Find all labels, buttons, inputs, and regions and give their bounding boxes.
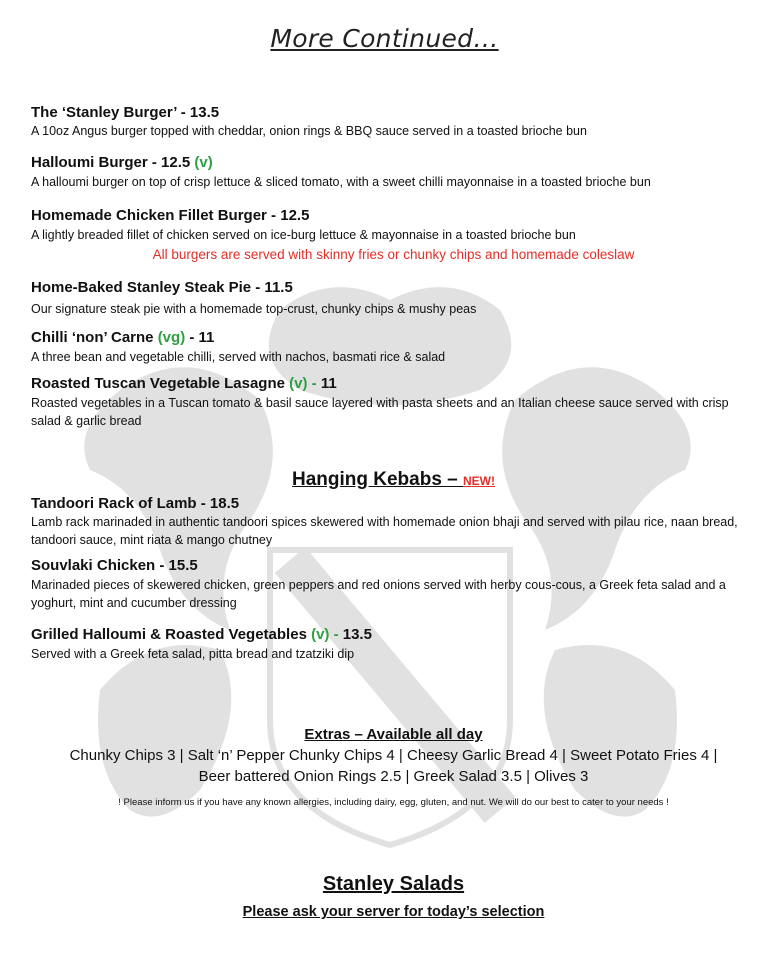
- burger-side-note: All burgers are served with skinny fries or chunky chips and homemade coleslaw: [152, 247, 635, 262]
- menu-item-name: [31, 207, 309, 224]
- menu-item-name: [31, 375, 337, 392]
- text-span: 13.5: [338, 626, 372, 643]
- page-title: More Continued…: [270, 24, 499, 53]
- menu-item-description: A three bean and vegetable chilli, served with nachos, basmati rice & salad: [31, 350, 446, 364]
- allergy-notice: ! Please inform us if you have any known allergies, including dairy, egg, gluten, and nut. We will do our best to cater to your needs !: [118, 797, 669, 808]
- text-span: - 11: [185, 329, 215, 346]
- extras-line: Beer battered Onion Rings 2.5 | Greek Salad 3.5 | Olives 3: [198, 768, 589, 785]
- salads-title: Stanley Salads: [322, 873, 465, 895]
- text-span: Halloumi Burger - 12.5: [31, 154, 195, 171]
- menu-item-name: [31, 329, 214, 346]
- extras-title: Extras – Available all day: [304, 726, 483, 743]
- menu-item-description: Served with a Greek feta salad, pitta bread and tzatziki dip: [31, 647, 355, 661]
- menu-item-description: Our signature steak pie with a homemade top-crust, chunky chips & mushy peas: [31, 302, 477, 316]
- text-span: Homemade Chicken Fillet Burger - 12.5: [31, 207, 310, 224]
- text-span: Grilled Halloumi & Roasted Vegetables: [31, 626, 312, 643]
- menu-item-description: Marinaded pieces of skewered chicken, green peppers and red onions served with herby cous-cous, a Greek feta salad and a yoghurt, mint and cucumber dressing: [31, 578, 726, 610]
- menu-item-name: [31, 557, 198, 574]
- menu-item-name: [31, 104, 219, 121]
- text-span: Chilli ‘non’ Carne: [31, 329, 158, 346]
- kebabs-section-title: [0, 469, 769, 491]
- vegetarian-tag: (v) -: [311, 626, 339, 643]
- menu-item-name: [31, 626, 372, 643]
- menu-item-description: A halloumi burger on top of crisp lettuce & sliced tomato, with a sweet chilli mayonnaise in a toasted brioche bun: [31, 175, 651, 189]
- extras-line: Chunky Chips 3 | Salt ‘n’ Pepper Chunky Chips 4 | Cheesy Garlic Bread 4 | Sweet Potato Fries 4 |: [69, 747, 718, 764]
- text-span: Souvlaki Chicken - 15.5: [31, 557, 198, 574]
- menu-item-description: A 10oz Angus burger topped with cheddar, onion rings & BBQ sauce served in a toasted brioche bun: [31, 124, 587, 138]
- menu-item-name: [31, 495, 239, 512]
- vegetarian-tag: (v) -: [289, 375, 317, 392]
- salads-subtitle: Please ask your server for today’s selection: [242, 904, 545, 920]
- text-span: Hanging Kebabs –: [291, 469, 464, 490]
- menu-item-description: Lamb rack marinaded in authentic tandoori spices skewered with homemade onion bhaji and served with pilau rice, naan bread, tandoori sauce, mint riata & mango chutney: [31, 515, 738, 547]
- text-span: Tandoori Rack of Lamb - 18.5: [31, 495, 240, 512]
- text-span: 11: [316, 375, 337, 392]
- text-span: The ‘Stanley Burger’ - 13.5: [31, 104, 220, 121]
- vegan-tag: (vg): [157, 329, 186, 346]
- menu-item-name: [31, 279, 293, 296]
- menu-item-description: Roasted vegetables in a Tuscan tomato & basil sauce layered with pasta sheets and an Italian cheese sauce served with crisp salad & garlic bread: [31, 396, 729, 428]
- menu-item-name: [31, 154, 213, 171]
- text-span: Home-Baked Stanley Steak Pie - 11.5: [31, 279, 293, 296]
- new-badge: NEW!: [463, 474, 496, 488]
- menu-item-description: A lightly breaded fillet of chicken served on ice-burg lettuce & mayonnaise in a toasted brioche bun: [31, 228, 576, 242]
- vegetarian-tag: (v): [194, 154, 213, 171]
- text-span: Roasted Tuscan Vegetable Lasagne: [31, 375, 290, 392]
